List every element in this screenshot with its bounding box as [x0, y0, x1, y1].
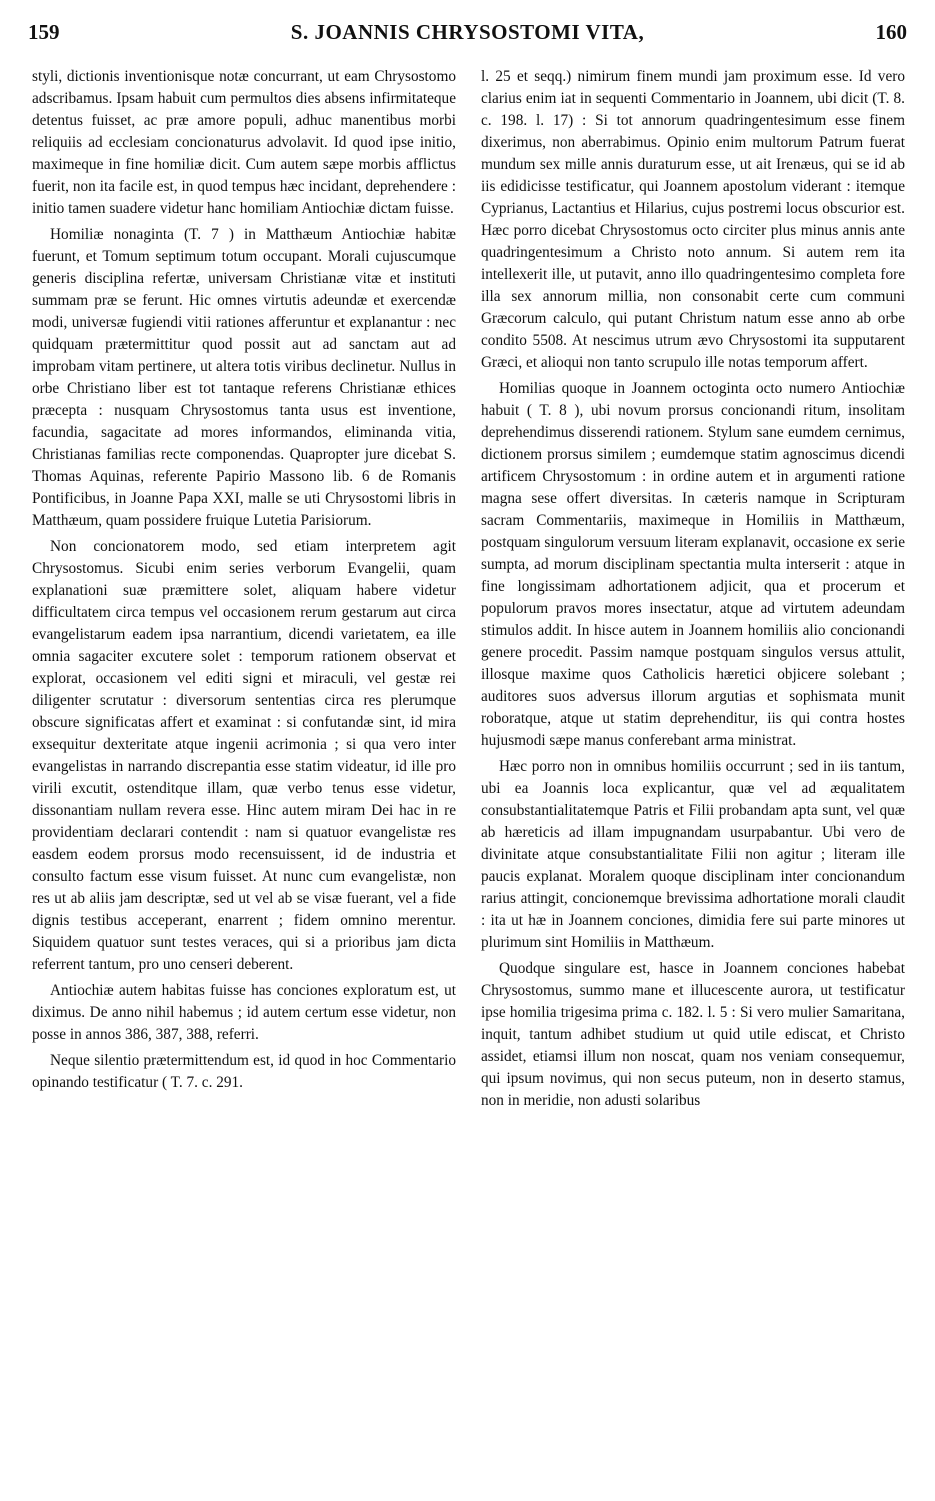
paragraph: styli, dictionis inventionisque notæ concurrant, ut eam Chrysostomo adscribamus. Ipsam habuit cum permultos dies absens infirmitateque detentus fuisset, ac præ amore populi, adhuc manentibus morbi reliquiis ad ecclesiam concionaturus advolavit. Id quod ipse initio, maximeque in fine homiliæ dicit. Cum autem sæpe morbis afflictus fuerit, non ita facile est, in quod tempus hæc incidant, deprehendere : initio tamen suadere videtur hanc homiliam Antiochiæ dictam fuisse. — [32, 68, 456, 217]
paragraph: Neque silentio prætermittendum est, id quod in hoc Commentario opinando testificatur ( T. 7. c. 291. — [32, 1052, 456, 1091]
running-title: S. JOANNIS CHRYSOSTOMI VITA, — [290, 20, 645, 44]
page-number-left: 159 — [28, 20, 60, 44]
paragraph: Non concionatorem modo, sed etiam interpretem agit Chrysostomus. Sicubi enim series verborum Evangelii, quam explanationi suæ præmittere solet, aliquam habere videtur difficultatem circa tempus vel occasionem rerum gestarum aut circa evangelistarum eadem ipsa narrantium, dicendi varietatem, ea ille omnia sagaciter excutere solet : temporum rationem observat et explorat, occasionem vel editi signi et miraculi, vel gestæ rei diligenter scrutatur : diversorum sententias circa res plerumque obscure significatas affert et examinat : si confutandæ sint, id mira exsequitur dexteritate atque ingenii acrimonia ; si qua vero inter evangelistas in narrando discrepantia esse statim videatur, id ille pro virili excutit, ostenditque illam, quæ verbo tenus esse videtur, dissonantiam nullam revera esse. Hinc autem miram Dei hac in re providentiam declarari contendit : nam si quatuor evangelistæ res easdem eodem prorsus modo recensuissent, id de industria et consulto factum esse visum fuisset. At nunc cum evangelistæ, non res ut ab aliis jam descriptæ, sed ut vel ab se visæ fuerant, vel a fide dignis testibus acceperant, enarrent ; fidem omnino merentur. Siquidem quatuor sunt testes veraces, qui si a prioribus jam dicta referrent tantum, pro uno censeri deberent. — [32, 538, 456, 973]
page-header — [28, 16, 907, 48]
paragraph: Antiochiæ autem habitas fuisse has conciones exploratum est, ut diximus. De anno nihil habemus ; id autem certum esse videtur, non posse in annos 386, 387, 388, referri. — [32, 982, 456, 1043]
paragraph: Homilias quoque in Joannem octoginta octo numero Antiochiæ habuit ( T. 8 ), ubi novum prorsus concionandi ritum, insolitam deprehendimus disserendi rationem. Stylum sane eumdem cernimus, dictionem prorsus similem ; eumdemque statim agnoscimus dicendi artificem Chrysostomum : in ordine autem et in argumenti ratione magna sese offert diversitas. In cæteris namque in Scripturam sacram Commentariis, maximeque in Homiliis in Matthæum, postquam singulorum versuum literam explanavit, occasione ex serie sumpta, ad morum disciplinam spectantia multa interserit : atque in fine longissimam adhortationem adjicit, qua et procerum et populorum pravos mores insectatur, atque ad virtutem adeundam stimulos addit. In hisce autem in Joannem homiliis alio concionandi genere procedit. Passim namque postquam singulos versus attulit, illosque maxime quos Catholicis hæretici objicere solebant ; auditores suos adversus illorum argutias et sophismata munit roboratque, atque ut statim deprehenditur, iis qui contra hostes hujusmodi sæpe manus conferebant arma ministrat. — [481, 380, 905, 749]
right-column — [481, 66, 905, 1116]
left-column — [32, 66, 456, 1098]
paragraph: Homiliæ nonaginta (T. 7 ) in Matthæum Antiochiæ habitæ fuerunt, et Tomum septimum totum occupant. Morali cujuscumque generis disciplina refertæ, universam Christianæ vitæ et instituti summam præ se ferunt. Hic omnes virtutis adeundæ et exercendæ modi, universæ fugiendi vitii rationes afferuntur et explanantur : nec quidquam prætermittitur quod possit aut ad sanctam aut ad improbam vitam pertinere, ut altera totis viribus declinetur. Nullus in orbe Christiano liber est tot tantaque referens Christianæ ethices præcepta : nusquam Chrysostomus tanta usus est inventione, facundia, sagacitate ad mores informandos, eliminanda vitia, Christianas familias recte componendas. Quapropter jure dicebat S. Thomas Aquinas, referente Papirio Massono lib. 6 de Romanis Pontificibus, in Joanne Papa XXI, malle se uti Chrysostomi libris in Matthæum, quam possidere fruique Lutetia Parisiorum. — [32, 226, 456, 529]
page-number-right: 160 — [875, 20, 907, 44]
paragraph: Hæc porro non in omnibus homiliis occurrunt ; sed in iis tantum, ubi ea Joannis loca explicantur, quæ vel ad æqualitatem consubstantialitatemque Patris et Filii probandam apta sunt, vel quæ ab hæreticis ad illam impugnandam usurpabantur. Ubi vero de divinitate atque consubstantialitate Filii non agitur ; literam ille paucis explanat. Moralem quoque disciplinam inter concionandum rarius attingit, concionemque brevissima adhortatione morali claudit : ita ut hæ in Joannem conciones, dimidia fere sui parte minores ut plurimum sint Homiliis in Matthæum. — [481, 758, 905, 951]
paragraph: l. 25 et seqq.) nimirum finem mundi jam proximum esse. Id vero clarius enim iat in sequenti Commentario in Joannem, ubi dicit (T. 8. c. 198. l. 17) : Si tot annorum quadringentesimum esse finem dixerimus, non aberrabimus. Opinio enim multorum Patrum fuerat mundum sex mille annis duraturum esse, ut ait Irenæus, qui se id ab iis edidicisse testificatur, qui Joannem apostolum viderant : itemque Cyprianus, Lactantius et Hilarius, cujus postremi locus obscurior est. Hæc porro dicebat Chrysostomus octo circiter plus minus annis ante quadringentesimum a Christo noto annum. Si autem rem ita intellexerit ille, ut putavit, anno illo quadringentesimo completa fore illa sex annorum millia, non consonabit certe cum communi Græcorum calculo, qui putant Christum natum esse anno ab orbe condito 5508. At nescimus utrum ævo Chrysostomi ita supputarent Græci, et alioqui non tanto scrupulo ille notas temporum affert. — [481, 68, 905, 371]
paragraph: Quodque singulare est, hasce in Joannem conciones habebat Chrysostomus, summo mane et illucescente aurora, ut testificatur ipse homilia trigesima prima c. 182. l. 5 : Si vero mulier Samaritana, inquit, tantum adhibet studium ut quid utile ediscat, et Christo assidet, etiamsi illum non noscat, quam nos veniam consequemur, qui ipsum novimus, qui non secus puteum, non in deserto stamus, non in meridie, non adusti solaribus — [481, 960, 905, 1109]
